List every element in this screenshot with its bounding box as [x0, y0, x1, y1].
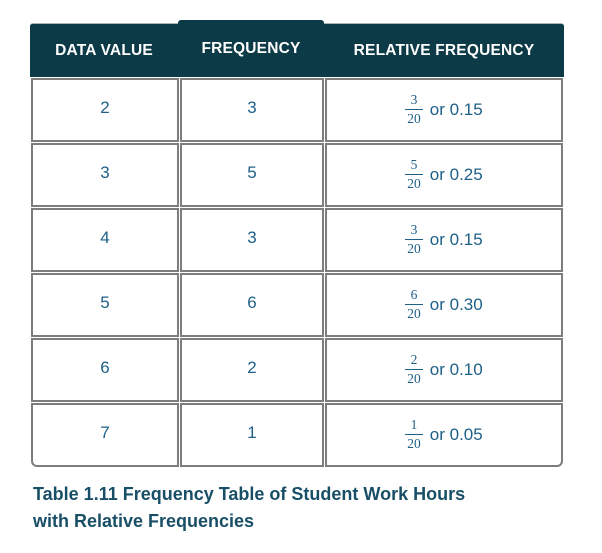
fraction-denominator: 20: [407, 110, 421, 126]
fraction: [405, 158, 423, 190]
column-header-frequency: FREQUENCY: [178, 20, 324, 77]
table-body: [30, 77, 564, 468]
column-header-relative-frequency: RELATIVE FREQUENCY: [324, 23, 564, 77]
fraction-denominator: 20: [407, 370, 421, 386]
table-row: [31, 208, 563, 272]
table-row: [31, 78, 563, 142]
cell-frequency: 1: [180, 403, 324, 467]
cell-relative-frequency: [325, 208, 563, 272]
fraction-numerator: 3: [410, 92, 418, 107]
caption-line-1: Table 1.11 Frequency Table of Student Work Hours: [33, 484, 466, 504]
decimal-equivalent: or 0.30: [429, 295, 483, 314]
caption-line-2: with Relative Frequencies: [33, 511, 255, 531]
column-header-data-value: DATA VALUE: [30, 23, 178, 77]
decimal-equivalent: or 0.05: [429, 425, 483, 444]
fraction-numerator: 1: [410, 417, 418, 432]
cell-frequency: 2: [180, 338, 324, 402]
fraction: [405, 418, 423, 450]
decimal-equivalent: or 0.15: [429, 230, 483, 249]
fraction-denominator: 20: [407, 175, 421, 191]
cell-relative-frequency: [325, 338, 563, 402]
fraction: [405, 223, 423, 255]
cell-data-value: 2: [31, 78, 179, 142]
fraction-numerator: 2: [410, 352, 418, 367]
cell-data-value: 3: [31, 143, 179, 207]
cell-relative-frequency: [325, 273, 563, 337]
table-row: [31, 403, 563, 467]
decimal-equivalent: or 0.10: [429, 360, 483, 379]
cell-relative-frequency: [325, 403, 563, 467]
cell-data-value: 5: [31, 273, 179, 337]
fraction-numerator: 3: [410, 222, 418, 237]
table-row: [31, 143, 563, 207]
decimal-equivalent: or 0.15: [429, 100, 483, 119]
table-header-row: [30, 20, 564, 77]
table-caption: [33, 481, 563, 535]
fraction-numerator: 5: [410, 157, 418, 172]
cell-frequency: 5: [180, 143, 324, 207]
cell-relative-frequency: [325, 78, 563, 142]
fraction-denominator: 20: [407, 435, 421, 451]
cell-data-value: 7: [31, 403, 179, 467]
table-row: [31, 273, 563, 337]
fraction-numerator: 6: [410, 287, 418, 302]
frequency-table: [30, 20, 564, 468]
cell-frequency: 6: [180, 273, 324, 337]
cell-data-value: 4: [31, 208, 179, 272]
fraction: [405, 93, 423, 125]
cell-data-value: 6: [31, 338, 179, 402]
table-row: [31, 338, 563, 402]
cell-relative-frequency: [325, 143, 563, 207]
decimal-equivalent: or 0.25: [429, 165, 483, 184]
cell-frequency: 3: [180, 208, 324, 272]
fraction-denominator: 20: [407, 305, 421, 321]
fraction: [405, 353, 423, 385]
fraction-denominator: 20: [407, 240, 421, 256]
fraction: [405, 288, 423, 320]
cell-frequency: 3: [180, 78, 324, 142]
